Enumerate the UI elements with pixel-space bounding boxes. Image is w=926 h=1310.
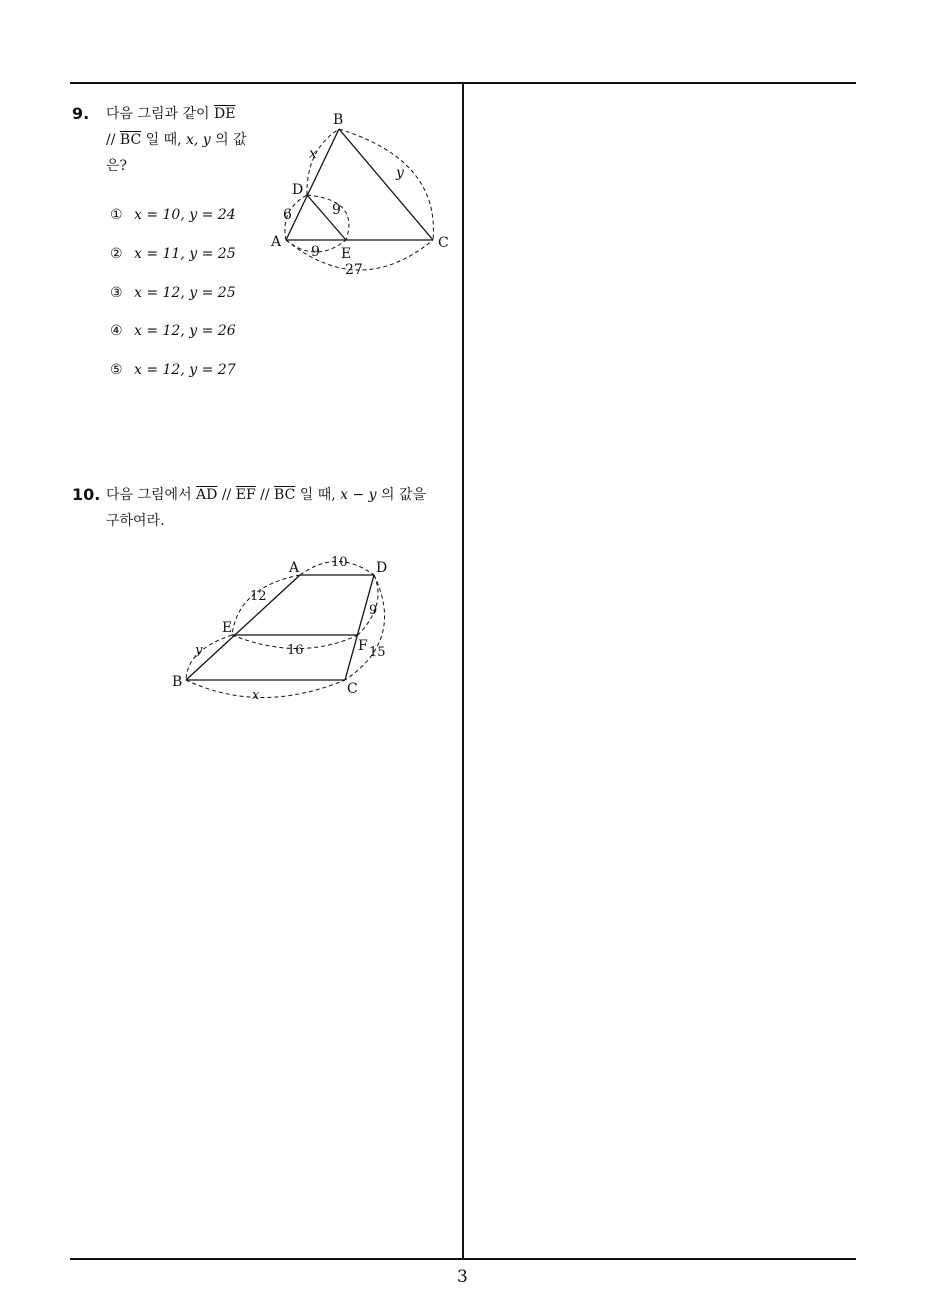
q9-text-a: 다음 그림과 같이 <box>106 106 215 122</box>
choice-mark: ④ <box>110 323 123 339</box>
measure-ad: 10 <box>331 555 348 570</box>
label-c: C <box>347 681 358 697</box>
page-number: 3 <box>457 1267 468 1287</box>
q9-text-c: 일 때, <box>141 132 187 148</box>
q9-choice-5[interactable] <box>110 362 236 378</box>
choice-text: x = 11, y = 25 <box>134 246 236 262</box>
q9-choice-2[interactable] <box>110 246 236 262</box>
label-c: C <box>438 235 449 251</box>
q10-segment-bc: $\overline{BC}$ <box>274 487 296 503</box>
bottom-rule <box>70 1258 856 1260</box>
choice-mark: ③ <box>110 285 123 301</box>
q10-stem <box>106 482 462 534</box>
measure-dc: 15 <box>369 645 386 660</box>
label-e: E <box>222 620 233 636</box>
q9-text-e: 은? <box>106 158 128 174</box>
q9-text-d: 의 값 <box>210 132 247 148</box>
q9-segment-bc: $\overline{BC}$ <box>119 132 142 148</box>
choice-mark: ② <box>110 246 123 262</box>
q10-number: 10. <box>72 485 101 504</box>
label-d: D <box>292 182 304 198</box>
label-b: B <box>333 112 344 128</box>
measure-y: y <box>396 165 404 181</box>
label-a: A <box>271 234 282 250</box>
q9-choice-4[interactable] <box>110 323 236 339</box>
q10-text-d: 구하여라. <box>106 513 165 529</box>
q9-choice-3[interactable] <box>110 285 236 301</box>
q10-segment-ad: $\overline{AD}$ <box>196 487 218 503</box>
label-b: B <box>172 674 183 690</box>
measure-ac: 27 <box>345 262 363 278</box>
measure-bc: x <box>252 688 260 703</box>
q9-stem <box>106 101 266 179</box>
measure-de: 9 <box>332 202 341 218</box>
q9-choice-1[interactable] <box>110 207 236 223</box>
measure-x: x <box>309 146 317 162</box>
label-a: A <box>289 560 300 576</box>
choice-text: x = 12, y = 26 <box>134 323 236 339</box>
measure-ae: 9 <box>311 244 320 260</box>
q10-trapezoid-figure <box>165 548 405 708</box>
column-divider <box>462 82 464 1259</box>
q9-vars: x, y <box>186 132 211 148</box>
q10-expression: x − y <box>340 487 377 503</box>
measure-eb: y <box>195 643 203 658</box>
q10-sep-1: // <box>217 487 236 503</box>
choice-text: x = 10, y = 24 <box>134 207 236 223</box>
q9-text-b: // <box>106 132 120 148</box>
q10-sep-2: // <box>255 487 275 503</box>
q9-number: 9. <box>72 104 90 123</box>
arc-bc <box>186 680 345 698</box>
choice-mark: ⑤ <box>110 362 123 378</box>
measure-ae: 12 <box>250 589 267 604</box>
measure-ef: 16 <box>287 643 304 658</box>
q10-text-c: 의 값을 <box>376 487 427 503</box>
q9-segment-de: $\overline{DE}$ <box>214 106 236 122</box>
measure-ad: 6 <box>283 207 292 223</box>
measure-df: 9 <box>369 603 378 618</box>
side-bc <box>339 129 433 240</box>
label-e: E <box>341 246 352 262</box>
q10-text-a: 다음 그림에서 <box>106 487 197 503</box>
choice-text: x = 12, y = 25 <box>134 285 236 301</box>
choice-mark: ① <box>110 207 123 223</box>
label-f: F <box>358 638 368 654</box>
q9-triangle-figure <box>262 104 462 284</box>
label-d: D <box>376 560 388 576</box>
q10-text-b: 일 때, <box>295 487 341 503</box>
side-dc <box>345 575 374 680</box>
choice-text: x = 12, y = 27 <box>134 362 236 378</box>
q10-segment-ef: $\overline{EF}$ <box>235 487 256 503</box>
side-ab <box>186 575 300 680</box>
